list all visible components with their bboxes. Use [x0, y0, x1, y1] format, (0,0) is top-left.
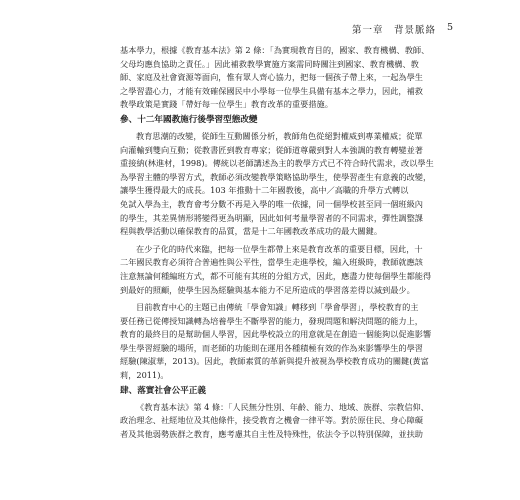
page-body: [120, 44, 450, 441]
text-line: 為學習主體的學習方式，教師必須改變教學策略協助學生，使學習產生有意義的改變，: [120, 171, 432, 182]
text-line: 要任務已從傳授知識轉為培養學生不斷學習的能力，發現問題和解決問題的能力上，: [120, 315, 423, 326]
text-line: 學生學習經驗的場所，而老師的功能則在運用各種積極有效的作為來影響學生的學習: [120, 342, 423, 353]
text-line: 教育思潮的改變，從師生互動關係分析，教師角色從絕對權威到專業權威；從單: [136, 130, 423, 141]
text-line: 教學政策是實踐「帶好每一位學生」教育改革的重要措施。: [120, 99, 333, 110]
section-heading: 參、十二年國教施行後學習型態改變: [120, 114, 258, 125]
text-line: 基本學力，根據《教育基本法》第 2 條：「為實現教育目的，國家、教育機構、教師、: [120, 45, 430, 55]
text-line: 到最好的照顧，使學生因為經驗與基本能力不足所造成的學習落差得以減到最少。: [120, 284, 415, 295]
text-line: 的學生，其差異情形將變得更為明顯，因此如何考量學習者的不同需求，彈性調整課: [120, 212, 423, 223]
text-line: 者及其他弱勢族群之教育，應考慮其自主性及特殊性，依法令予以特別保障，並扶助: [120, 428, 423, 439]
chapter-title: 第一章 背景脈絡: [352, 25, 437, 36]
text-line: 免試入學為主，教育會考分數不再是入學的唯一依據，同一個學校甚至同一個班級內: [120, 198, 423, 209]
running-header: [0, 22, 520, 38]
paragraph-5: [120, 401, 450, 442]
text-line: 教育的最終目的是幫助個人學習，因此學校設立的用意就是在創造一個能夠以促進影響: [120, 329, 432, 340]
text-line: 父母均應負協助之責任。」因此補救教學實施方案需同時關注到國家、教育機構、教: [120, 58, 419, 69]
text-line: 目前教育中心的主題已由傳統「學會知識」轉移到「學會學習」，學校教育的主: [136, 302, 419, 313]
text-line: 政治理念、社經地位及其他條件，接受教育之機會一律平等。對於原住民、身心障礙: [120, 415, 423, 426]
text-line: 在少子化的時代來臨，把每一位學生都帶上來是教育改革的重要目標，因此，十: [136, 243, 423, 254]
text-line: 莉，2011)。: [120, 370, 169, 381]
text-line: 之學習盡心力，才能有效確保國民中小學每一位學生具備有基本之學力，因此，補救: [120, 85, 423, 96]
paragraph-2: [120, 130, 450, 239]
text-line: 《教育基本法》第 4 條：「人民無分性別、年齡、能力、地域、族群、宗教信仰、: [136, 401, 429, 412]
text-line: 注意無論何種編班方式，都不可能有其班的分組方式，因此，應盡力使每個學生都能得: [120, 270, 432, 281]
text-line: 讓學生獲得最大的成長。103 年推動十二年國教後，高中／高職的升學方式轉以: [120, 185, 409, 196]
page-number: 5: [447, 22, 454, 33]
paragraph-3: [120, 243, 450, 297]
text-line: 二年國民教育必須符合普遍性與公平性，當學生走進學校，編入班級時，教師就應該: [120, 257, 423, 268]
text-line: 師、家庭及社會資源等面向，惟有眾人齊心協力，把每一個孩子帶上來，一起為學生: [120, 72, 423, 83]
text-line: 向灌輸到雙向互動；從教書匠到教育專家；從師道尊嚴到對人本強調的教育轉變並著: [120, 144, 423, 155]
text-line: 經驗(陳淑華，2013)。因此，教師素質的革新與提升被視為學校教育成功的關鍵(黃富: [120, 356, 429, 367]
text-line: 程與教學活動以確保教育的品質，當是十二年國教改革成功的最大關鍵。: [120, 226, 383, 237]
paragraph-4: [120, 301, 450, 383]
paragraph-1: [120, 44, 450, 112]
section-heading: 肆、落實社會公平正義: [120, 385, 206, 396]
text-line: 重接納(林進材，1998)。傳統以老師講述為主的教學方式已不符合時代需求，改以學生: [120, 158, 434, 169]
